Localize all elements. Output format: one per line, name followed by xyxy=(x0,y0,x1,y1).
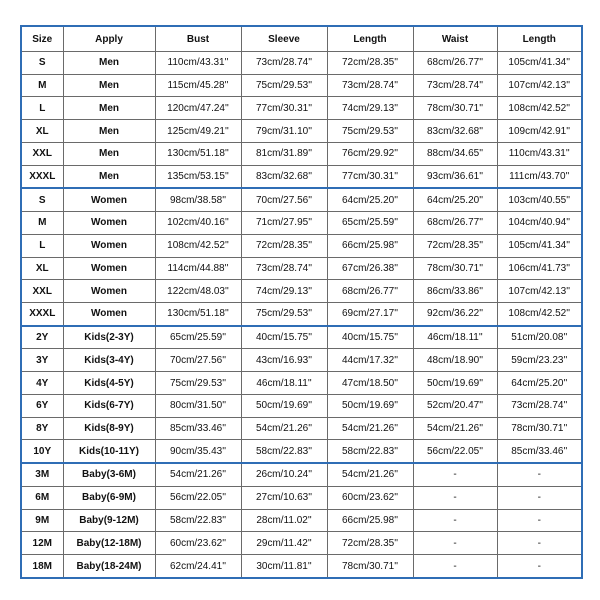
cell-pants-length: 111cm/43.70'' xyxy=(497,165,582,188)
cell-pants-length: 59cm/23.23'' xyxy=(497,349,582,372)
cell-size: 10Y xyxy=(21,440,63,463)
cell-bust: 125cm/49.21'' xyxy=(155,120,241,143)
cell-waist: 56cm/22.05'' xyxy=(413,440,497,463)
cell-size: 6M xyxy=(21,486,63,509)
cell-size: M xyxy=(21,212,63,235)
table-row xyxy=(21,74,582,97)
cell-length: 68cm/26.77'' xyxy=(327,280,413,303)
cell-sleeve: 27cm/10.63'' xyxy=(241,486,327,509)
cell-pants-length: - xyxy=(497,463,582,486)
cell-waist: 46cm/18.11'' xyxy=(413,326,497,349)
cell-length: 74cm/29.13'' xyxy=(327,97,413,120)
cell-size: 18M xyxy=(21,555,63,579)
cell-pants-length: 103cm/40.55'' xyxy=(497,188,582,211)
cell-pants-length: 107cm/42.13'' xyxy=(497,280,582,303)
cell-bust: 130cm/51.18'' xyxy=(155,142,241,165)
cell-waist: 52cm/20.47'' xyxy=(413,394,497,417)
table-row xyxy=(21,532,582,555)
cell-apply: Women xyxy=(63,234,155,257)
cell-size: 6Y xyxy=(21,394,63,417)
table-row xyxy=(21,555,582,579)
table-row xyxy=(21,257,582,280)
cell-pants-length: - xyxy=(497,532,582,555)
cell-length: 65cm/25.59'' xyxy=(327,212,413,235)
cell-length: 54cm/21.26'' xyxy=(327,417,413,440)
table-row xyxy=(21,372,582,395)
table-row xyxy=(21,440,582,463)
cell-waist: 54cm/21.26'' xyxy=(413,417,497,440)
cell-size: 3M xyxy=(21,463,63,486)
cell-apply: Kids(10-11Y) xyxy=(63,440,155,463)
cell-waist: - xyxy=(413,532,497,555)
cell-length: 73cm/28.74'' xyxy=(327,74,413,97)
cell-pants-length: 108cm/42.52'' xyxy=(497,302,582,325)
cell-bust: 120cm/47.24'' xyxy=(155,97,241,120)
cell-apply: Men xyxy=(63,165,155,188)
cell-bust: 98cm/38.58'' xyxy=(155,188,241,211)
cell-bust: 135cm/53.15'' xyxy=(155,165,241,188)
header-bust: Bust xyxy=(155,26,241,52)
cell-length: 76cm/29.92'' xyxy=(327,142,413,165)
cell-apply: Women xyxy=(63,212,155,235)
cell-sleeve: 58cm/22.83'' xyxy=(241,440,327,463)
cell-length: 64cm/25.20'' xyxy=(327,188,413,211)
cell-sleeve: 30cm/11.81'' xyxy=(241,555,327,579)
cell-length: 60cm/23.62'' xyxy=(327,486,413,509)
cell-bust: 115cm/45.28'' xyxy=(155,74,241,97)
cell-sleeve: 77cm/30.31'' xyxy=(241,97,327,120)
cell-apply: Women xyxy=(63,188,155,211)
cell-pants-length: 73cm/28.74'' xyxy=(497,394,582,417)
cell-pants-length: 64cm/25.20'' xyxy=(497,372,582,395)
cell-length: 58cm/22.83'' xyxy=(327,440,413,463)
cell-size: XL xyxy=(21,120,63,143)
cell-sleeve: 81cm/31.89'' xyxy=(241,142,327,165)
cell-apply: Kids(4-5Y) xyxy=(63,372,155,395)
cell-apply: Kids(6-7Y) xyxy=(63,394,155,417)
cell-apply: Women xyxy=(63,257,155,280)
cell-apply: Kids(8-9Y) xyxy=(63,417,155,440)
cell-sleeve: 46cm/18.11'' xyxy=(241,372,327,395)
cell-sleeve: 29cm/11.42'' xyxy=(241,532,327,555)
cell-pants-length: 51cm/20.08'' xyxy=(497,326,582,349)
cell-apply: Baby(9-12M) xyxy=(63,509,155,532)
size-chart-table xyxy=(20,25,583,579)
cell-bust: 58cm/22.83'' xyxy=(155,509,241,532)
cell-pants-length: - xyxy=(497,555,582,579)
header-waist: Waist xyxy=(413,26,497,52)
cell-size: 12M xyxy=(21,532,63,555)
cell-length: 44cm/17.32'' xyxy=(327,349,413,372)
cell-apply: Kids(3-4Y) xyxy=(63,349,155,372)
cell-apply: Women xyxy=(63,280,155,303)
cell-length: 72cm/28.35'' xyxy=(327,52,413,75)
table-row xyxy=(21,463,582,486)
cell-sleeve: 73cm/28.74'' xyxy=(241,52,327,75)
cell-length: 72cm/28.35'' xyxy=(327,532,413,555)
cell-size: XXL xyxy=(21,280,63,303)
cell-size: 3Y xyxy=(21,349,63,372)
header-apply: Apply xyxy=(63,26,155,52)
cell-bust: 54cm/21.26'' xyxy=(155,463,241,486)
cell-bust: 108cm/42.52'' xyxy=(155,234,241,257)
table-body xyxy=(21,52,582,579)
cell-waist: 50cm/19.69'' xyxy=(413,372,497,395)
cell-waist: 83cm/32.68'' xyxy=(413,120,497,143)
cell-waist: 68cm/26.77'' xyxy=(413,212,497,235)
table-row xyxy=(21,394,582,417)
cell-apply: Kids(2-3Y) xyxy=(63,326,155,349)
cell-apply: Women xyxy=(63,302,155,325)
cell-length: 78cm/30.71'' xyxy=(327,555,413,579)
table-row xyxy=(21,326,582,349)
cell-bust: 130cm/51.18'' xyxy=(155,302,241,325)
cell-size: L xyxy=(21,97,63,120)
cell-sleeve: 73cm/28.74'' xyxy=(241,257,327,280)
cell-waist: 72cm/28.35'' xyxy=(413,234,497,257)
cell-size: XXXL xyxy=(21,165,63,188)
cell-sleeve: 26cm/10.24'' xyxy=(241,463,327,486)
cell-apply: Men xyxy=(63,74,155,97)
cell-size: M xyxy=(21,74,63,97)
cell-waist: 64cm/25.20'' xyxy=(413,188,497,211)
cell-pants-length: 104cm/40.94'' xyxy=(497,212,582,235)
table-row xyxy=(21,417,582,440)
table-row xyxy=(21,142,582,165)
header-length: Length xyxy=(327,26,413,52)
cell-bust: 65cm/25.59'' xyxy=(155,326,241,349)
table-row xyxy=(21,97,582,120)
cell-size: 9M xyxy=(21,509,63,532)
cell-waist: 78cm/30.71'' xyxy=(413,257,497,280)
cell-length: 67cm/26.38'' xyxy=(327,257,413,280)
cell-waist: - xyxy=(413,486,497,509)
cell-size: 2Y xyxy=(21,326,63,349)
cell-waist: - xyxy=(413,555,497,579)
header-row xyxy=(21,26,582,52)
table-row xyxy=(21,349,582,372)
table-row xyxy=(21,165,582,188)
header-sleeve: Sleeve xyxy=(241,26,327,52)
cell-pants-length: - xyxy=(497,486,582,509)
cell-length: 54cm/21.26'' xyxy=(327,463,413,486)
cell-apply: Men xyxy=(63,142,155,165)
cell-size: L xyxy=(21,234,63,257)
cell-apply: Baby(6-9M) xyxy=(63,486,155,509)
cell-sleeve: 50cm/19.69'' xyxy=(241,394,327,417)
table-row xyxy=(21,120,582,143)
table-header xyxy=(21,26,582,52)
table-row xyxy=(21,52,582,75)
cell-bust: 110cm/43.31'' xyxy=(155,52,241,75)
cell-pants-length: 85cm/33.46'' xyxy=(497,440,582,463)
cell-bust: 114cm/44.88'' xyxy=(155,257,241,280)
cell-length: 66cm/25.98'' xyxy=(327,509,413,532)
cell-sleeve: 40cm/15.75'' xyxy=(241,326,327,349)
cell-size: 4Y xyxy=(21,372,63,395)
cell-sleeve: 75cm/29.53'' xyxy=(241,302,327,325)
cell-pants-length: - xyxy=(497,509,582,532)
cell-size: S xyxy=(21,52,63,75)
cell-bust: 85cm/33.46'' xyxy=(155,417,241,440)
table-row xyxy=(21,234,582,257)
cell-apply: Baby(12-18M) xyxy=(63,532,155,555)
cell-waist: 88cm/34.65'' xyxy=(413,142,497,165)
cell-pants-length: 78cm/30.71'' xyxy=(497,417,582,440)
cell-waist: 48cm/18.90'' xyxy=(413,349,497,372)
table-row xyxy=(21,509,582,532)
cell-bust: 62cm/24.41'' xyxy=(155,555,241,579)
cell-bust: 70cm/27.56'' xyxy=(155,349,241,372)
table-row xyxy=(21,302,582,325)
cell-apply: Men xyxy=(63,120,155,143)
table-row xyxy=(21,486,582,509)
cell-pants-length: 105cm/41.34'' xyxy=(497,234,582,257)
cell-length: 40cm/15.75'' xyxy=(327,326,413,349)
cell-waist: 68cm/26.77'' xyxy=(413,52,497,75)
cell-apply: Men xyxy=(63,52,155,75)
cell-sleeve: 54cm/21.26'' xyxy=(241,417,327,440)
cell-length: 77cm/30.31'' xyxy=(327,165,413,188)
cell-pants-length: 108cm/42.52'' xyxy=(497,97,582,120)
cell-bust: 90cm/35.43'' xyxy=(155,440,241,463)
cell-waist: - xyxy=(413,509,497,532)
cell-length: 69cm/27.17'' xyxy=(327,302,413,325)
cell-bust: 75cm/29.53'' xyxy=(155,372,241,395)
cell-bust: 122cm/48.03'' xyxy=(155,280,241,303)
cell-size: XL xyxy=(21,257,63,280)
cell-waist: 86cm/33.86'' xyxy=(413,280,497,303)
cell-size: 8Y xyxy=(21,417,63,440)
table-row xyxy=(21,212,582,235)
cell-sleeve: 74cm/29.13'' xyxy=(241,280,327,303)
cell-bust: 60cm/23.62'' xyxy=(155,532,241,555)
cell-pants-length: 109cm/42.91'' xyxy=(497,120,582,143)
table-row xyxy=(21,188,582,211)
cell-sleeve: 72cm/28.35'' xyxy=(241,234,327,257)
header-size: Size xyxy=(21,26,63,52)
cell-apply: Men xyxy=(63,97,155,120)
cell-pants-length: 107cm/42.13'' xyxy=(497,74,582,97)
cell-apply: Baby(3-6M) xyxy=(63,463,155,486)
cell-sleeve: 83cm/32.68'' xyxy=(241,165,327,188)
cell-sleeve: 71cm/27.95'' xyxy=(241,212,327,235)
cell-length: 50cm/19.69'' xyxy=(327,394,413,417)
cell-sleeve: 70cm/27.56'' xyxy=(241,188,327,211)
cell-size: XXXL xyxy=(21,302,63,325)
cell-bust: 80cm/31.50'' xyxy=(155,394,241,417)
cell-length: 75cm/29.53'' xyxy=(327,120,413,143)
cell-bust: 56cm/22.05'' xyxy=(155,486,241,509)
cell-waist: - xyxy=(413,463,497,486)
cell-sleeve: 43cm/16.93'' xyxy=(241,349,327,372)
cell-sleeve: 79cm/31.10'' xyxy=(241,120,327,143)
header-pants-length: Length xyxy=(497,26,582,52)
cell-length: 47cm/18.50'' xyxy=(327,372,413,395)
cell-sleeve: 28cm/11.02'' xyxy=(241,509,327,532)
cell-apply: Baby(18-24M) xyxy=(63,555,155,579)
cell-size: S xyxy=(21,188,63,211)
cell-size: XXL xyxy=(21,142,63,165)
cell-pants-length: 106cm/41.73'' xyxy=(497,257,582,280)
cell-waist: 73cm/28.74'' xyxy=(413,74,497,97)
cell-waist: 92cm/36.22'' xyxy=(413,302,497,325)
cell-sleeve: 75cm/29.53'' xyxy=(241,74,327,97)
cell-waist: 78cm/30.71'' xyxy=(413,97,497,120)
cell-length: 66cm/25.98'' xyxy=(327,234,413,257)
cell-bust: 102cm/40.16'' xyxy=(155,212,241,235)
cell-pants-length: 105cm/41.34'' xyxy=(497,52,582,75)
cell-waist: 93cm/36.61'' xyxy=(413,165,497,188)
cell-pants-length: 110cm/43.31'' xyxy=(497,142,582,165)
table-row xyxy=(21,280,582,303)
